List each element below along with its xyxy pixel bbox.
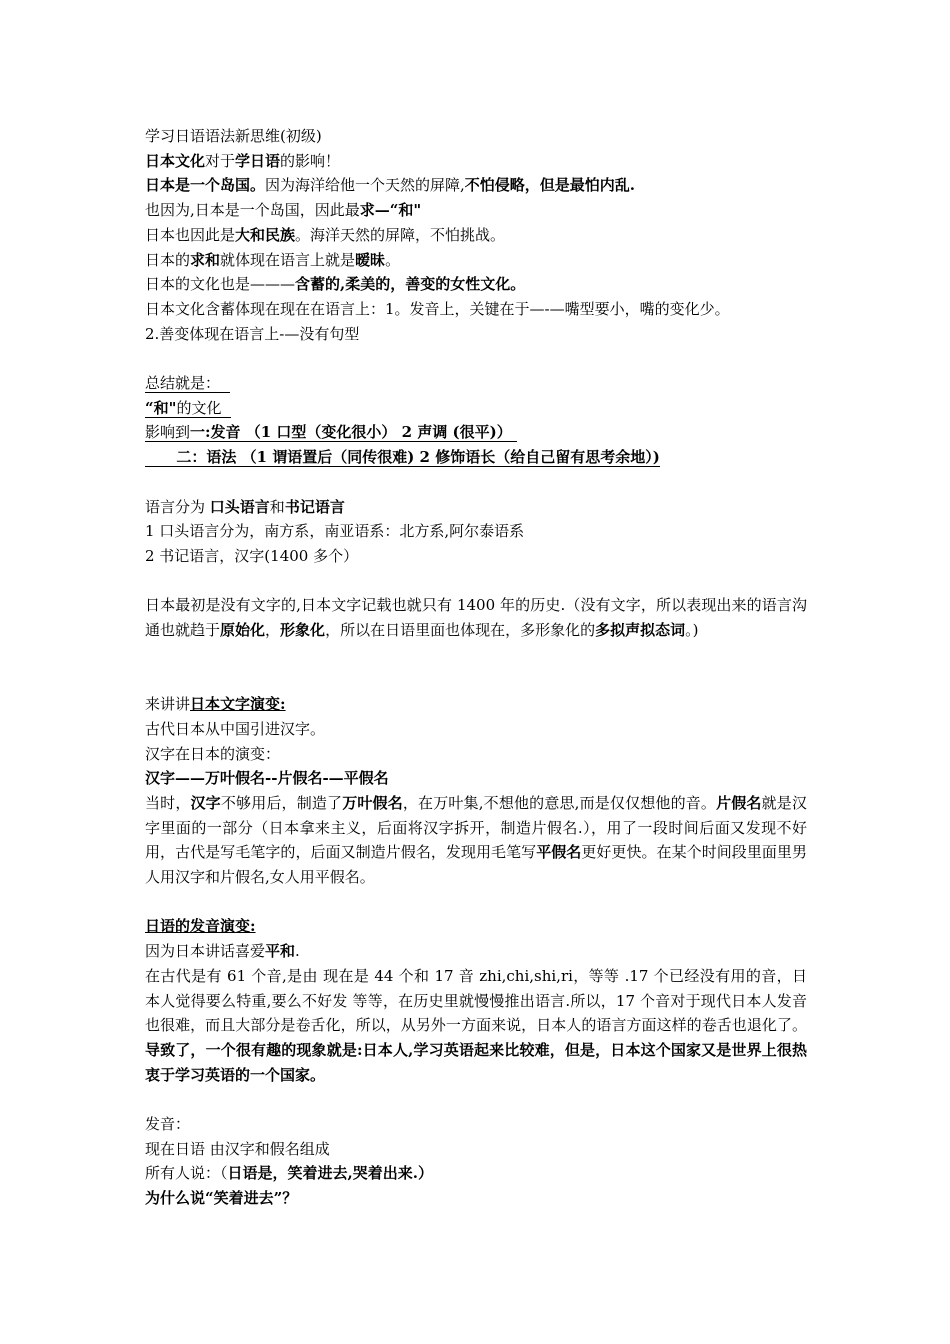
- line-why-question: 为什么说“笑着进去”？: [145, 1189, 298, 1208]
- bold-text: 原始化: [220, 621, 266, 639]
- text: 因为日本讲话喜爱: [145, 942, 266, 961]
- line-ancient-import: 古代日本从中国引进汉字。: [145, 719, 326, 738]
- text: 所有人说：（: [145, 1164, 228, 1183]
- bold-text: 汉字: [190, 793, 221, 812]
- text: 。海洋天然的屏障，不怕挑战。: [295, 225, 506, 244]
- pronunciation-evolution-heading: [145, 914, 256, 939]
- line-ambiguity: [145, 248, 400, 273]
- bold-text: 不怕侵略，但是最怕内乱.: [464, 176, 636, 195]
- line-pronunciation-reserve: 日本文化含蓄体现在现在在语言上：1。发音上，关键在于—-—嘴型要小，嘴的变化少。: [145, 299, 730, 318]
- text: 影响到: [145, 423, 191, 442]
- text: 日本最初是没有文字的,日本文字记载也就只有 1400 年的历史.（没有文字，所以表现出来的语言沟通也就趋于: [145, 596, 807, 639]
- line-influence-grammar: [145, 445, 660, 470]
- bold-text: 求和: [190, 250, 221, 269]
- bold-text: 导致了，一个很有趣的现象就是:日本人,学习英语起来比较难，但是，日本这个国家又是世界上很热衷于学习英语的一个国家。: [145, 1040, 807, 1084]
- text: 语言分为: [145, 497, 210, 516]
- bold-text: 求—“和": [359, 201, 422, 220]
- text: ，所以在日语里面也体现在，多形象化的: [325, 621, 596, 639]
- line-fayin: 发音：: [145, 1115, 191, 1133]
- line-feminine-culture: [145, 272, 525, 297]
- line-written-language: 2 书记语言，汉字(1400 多个）: [145, 546, 359, 565]
- text: 更好更快。在某个时间段里面里男人用汉字和片假名,女人用平假名。: [145, 843, 807, 886]
- bold-underlined-text: 日本文字演变:: [190, 695, 286, 714]
- line-island: [145, 173, 635, 198]
- line-likes-harmony: [145, 939, 300, 964]
- text: 日本的: [145, 250, 191, 269]
- paragraph-kana-history: [145, 791, 807, 890]
- bold-text: 大和民族: [235, 225, 296, 244]
- bold-text: 学日语: [235, 151, 281, 170]
- line-oral-language: 1 口头语言分为，南方系，南亚语系：北方系,阿尔泰语系: [145, 522, 525, 541]
- text: 和: [269, 497, 285, 516]
- text: 日本也因此是: [145, 225, 236, 244]
- bold-text: 日语是，笑着进去,哭着出来.）: [227, 1164, 433, 1183]
- text: .: [295, 942, 300, 961]
- line-seek-harmony: [145, 198, 421, 223]
- line-no-sentence-pattern: 2.善变体现在语言上-—没有句型: [145, 324, 360, 343]
- bold-text: 书记语言: [284, 497, 345, 516]
- text: 的影响！: [280, 151, 341, 170]
- line-yamato: [145, 223, 505, 248]
- doc-title: 学习日语语法新思维(初级): [145, 127, 322, 145]
- bold-text: 平和: [265, 942, 296, 961]
- line-language-types: [145, 495, 345, 520]
- bold-text: 形象化: [280, 621, 326, 639]
- writing-evolution-heading: [145, 692, 286, 717]
- line-culture-influence: [145, 149, 340, 174]
- bold-text: 二：语法 （1 谓语置后（同传很难) 2 修饰语长（给自己留有思考余地）): [176, 448, 660, 467]
- text: 。): [685, 621, 699, 639]
- paragraph-no-writing: [145, 593, 807, 642]
- underlined-text: 总结就是：: [145, 374, 221, 392]
- line-everyone-says: [145, 1161, 433, 1186]
- text: 不够用后，制造了: [220, 793, 343, 812]
- text: 。: [385, 250, 401, 269]
- line-kanji-evolution: 汉字在日本的演变：: [145, 744, 281, 763]
- line-kana-chain: 汉字——万叶假名--片假名-—平假名: [145, 769, 389, 788]
- text: 也因为,日本是一个岛国，因此最: [145, 201, 360, 220]
- bold-text: 万叶假名: [342, 793, 403, 812]
- paragraph-sounds-history: [145, 964, 807, 1088]
- text: 日本的文化也是———: [145, 275, 296, 294]
- line-kanji-kana: 现在日语 由汉字和假名组成: [145, 1139, 330, 1158]
- text: 就是汉字里面的一部分（日本拿来主义，后面将汉字拆开，制造片假名.），用了一段时间后面又发现不好用，古代是写毛笔字的，后面又制造片假名，发现用毛笔写: [145, 793, 807, 862]
- line-influence-pronunciation: [145, 420, 517, 445]
- bold-text: 一:发音 （1 口型（变化很小） 2 声调 (很平)）: [190, 423, 512, 442]
- text: 因为海洋给他一个天然的屏障,: [265, 176, 465, 195]
- summary-heading: [145, 371, 230, 396]
- text: 就体现在语言上就是: [220, 250, 356, 269]
- bold-text: 日本是一个岛国。: [145, 176, 266, 195]
- bold-underlined-text: 日语的发音演变:: [145, 917, 256, 936]
- text: 对于: [205, 151, 236, 170]
- bold-text: 日本文化: [145, 151, 206, 170]
- text: ，在万叶集,不想他的意思,而是仅仅想他的音。: [402, 793, 717, 812]
- text: ，: [265, 621, 281, 639]
- bold-text: 平假名: [536, 843, 582, 862]
- bold-text: “和": [145, 398, 177, 417]
- text: 当时，: [145, 793, 191, 812]
- text: 来讲讲: [145, 695, 191, 714]
- line-he-culture: [145, 396, 231, 421]
- bold-text: 片假名: [716, 793, 762, 812]
- text: 的文化: [176, 398, 222, 417]
- bold-text: 口头语言: [209, 497, 270, 516]
- bold-text: 含蓄的,柔美的，善变的女性文化。: [295, 275, 526, 294]
- text: 在古代是有 61 个音,是由 现在是 44 个和 17 音 zhi,chi,shi,ri，等等 .17 个已经没有用的音，日本人觉得要么特重,要么不好发 等等，在历史里就慢慢推出语言.所以，17 个音对于现代日本人发音也很难，而且大部分是卷舌化，所以，从另外一方面来说，日本人的语言方面这样的卷舌也退化了。: [145, 966, 807, 1035]
- bold-text: 多拟声拟态词: [595, 621, 686, 639]
- bold-text: 暧昧: [355, 250, 386, 269]
